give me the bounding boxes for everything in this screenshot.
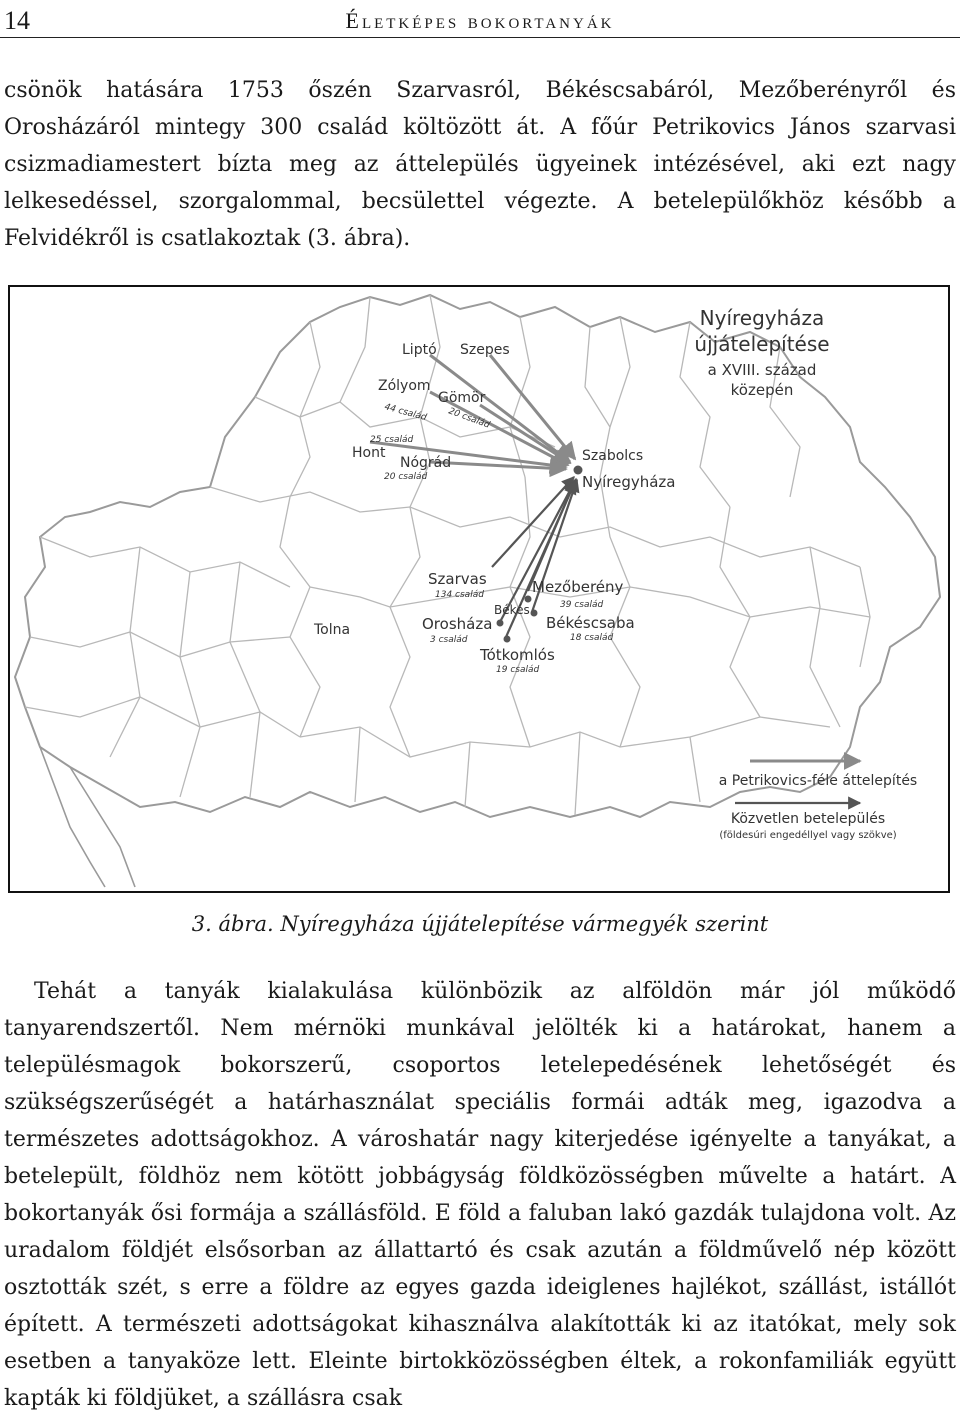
map-title-line-2: újjátelepítése bbox=[694, 332, 830, 356]
label-tolna: Tolna bbox=[314, 622, 351, 638]
body-paragraph-2: Tehát a tanyák kialakulása különbözik az alföldön már jól működő tanyarendszertől. Nem mérnöki munkával jelölték ki a határokat, hanem a településmagok bokorszerű, csoportos letelepedésének lehetőségét és szükségszerűségét a határhasználat speciális formái adták meg, igazodva a természetes adottságokhoz. A városhatár nagy kiterjedése igényelte a tanyákat, a betelepült, földhöz nem kötött jobbágyság földközösségben művelte a határt. A bokortanyák ősi formája a szállásföld. E föld a faluban lakó gazdák tulajdona volt. Az uradalom földjét elsősorban az állattartó és csak azután a földművelő nép között osztották szét, s erre a földre az egyes gazda ideiglenes hajlékot, szállást, istállót épített. A természeti adottságokat kihasználva alakították ki az itatókat, mely sok esetben a tanyaköze lett. Eleinte birtokközösségben éltek, a rokonfamiliák együtt kapták ki földjüket, a szállásra csak bbox=[4, 979, 956, 1411]
caption-label: 3. ábra. bbox=[191, 912, 274, 936]
legend-petrikovics: a Petrikovics-féle áttelepítés bbox=[718, 773, 918, 789]
label-gomor: Gömör bbox=[438, 390, 486, 406]
label-bekes: Békés bbox=[494, 603, 530, 617]
label-nyiregyhaza: Nyíregyháza bbox=[582, 473, 676, 491]
label-szarvas: Szarvas bbox=[428, 570, 487, 588]
label-bekescsaba-count: 18 család bbox=[570, 633, 614, 643]
label-zolyom-count: 44 család bbox=[383, 402, 428, 424]
caption-text: Nyíregyháza újjátelepítése vármegyék szerint bbox=[280, 912, 769, 936]
label-nograd-count: 20 család bbox=[384, 472, 428, 482]
label-hont: Hont bbox=[352, 445, 386, 461]
page-header bbox=[0, 0, 960, 40]
label-mezobereny-count: 39 család bbox=[560, 600, 604, 610]
label-nograd: Nógrád bbox=[400, 455, 452, 471]
label-bekescsaba: Békéscsaba bbox=[546, 614, 635, 632]
map-legend bbox=[719, 761, 917, 841]
label-zolyom: Zólyom bbox=[378, 378, 431, 394]
label-gomor-count: 20 család bbox=[446, 406, 491, 431]
map-subtitle-line-2: közepén bbox=[730, 381, 794, 399]
map-svg bbox=[10, 287, 948, 891]
legend-direct: Közvetlen betelepülés bbox=[730, 811, 886, 827]
label-hont-count: 25 család bbox=[370, 435, 414, 445]
label-szepes: Szepes bbox=[460, 342, 510, 358]
map-subtitle-line-1: a XVIII. század bbox=[707, 361, 817, 379]
label-totkomlos-count: 19 család bbox=[496, 665, 540, 675]
running-title: Életképes bokortanyák bbox=[345, 8, 615, 33]
label-oroshaza-count: 3 család bbox=[430, 635, 468, 645]
label-totkomlos: Tótkomlós bbox=[480, 646, 555, 664]
label-szarvas-count: 134 család bbox=[435, 590, 484, 600]
label-mezobereny: Mezőberény bbox=[532, 578, 624, 596]
figure-caption bbox=[0, 912, 960, 936]
label-szabolcs: Szabolcs bbox=[582, 448, 644, 464]
label-oroshaza: Orosháza bbox=[422, 615, 493, 633]
croatia-outline bbox=[40, 747, 135, 887]
header-rule bbox=[0, 37, 960, 38]
body-paragraph-1: csönök hatására 1753 őszén Szarvasról, Békéscsabáról, Mezőberényről és Orosházáról mintegy 300 család költözött át. A főúr Petrikovics János szarvasi csizmadiamestert bízta meg az áttelepülés ügyeinek intézésével, aki ezt nagy lelkesedéssel, szorgalommal, becsülettel végezte. A betelepülőkhöz később a Felvidékről is csatlakoztak (3. ábra). bbox=[4, 78, 956, 251]
label-lipto: Liptó bbox=[402, 342, 437, 358]
legend-direct-note: (földesúri engedéllyel vagy szökve) bbox=[719, 830, 897, 841]
figure-map bbox=[8, 285, 950, 893]
page-number: 14 bbox=[4, 6, 30, 35]
map-title-line-1: Nyíregyháza bbox=[699, 306, 825, 330]
